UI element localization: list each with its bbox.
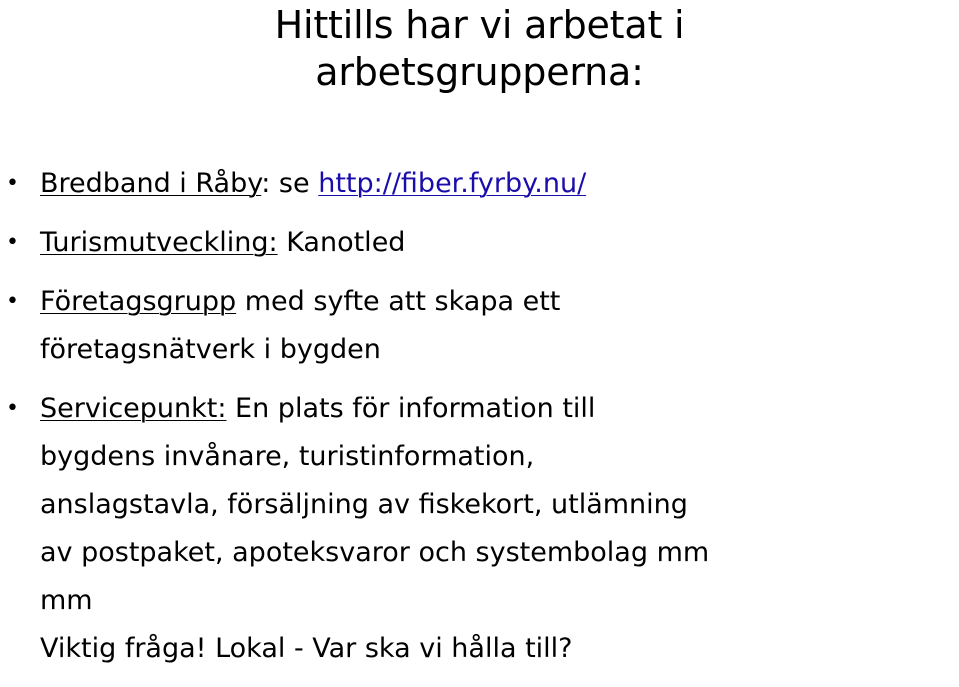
bullet-icon: • (6, 289, 19, 314)
foretag-text-line-2: företagsnätverk i bygden (40, 334, 381, 365)
bullet-item-service (0, 385, 955, 673)
service-line-4: av postpaket, apoteksvaror och systembolag mm (40, 537, 710, 568)
bredband-label: Bredband i Råby (40, 168, 262, 199)
bullet-icon: • (6, 230, 19, 255)
bredband-text: : se (261, 168, 319, 199)
service-line-1: En plats för information till (226, 393, 596, 424)
slide-title (0, 0, 959, 96)
title-line-1: Hittills har vi arbetat i (274, 3, 685, 47)
bullet-list (0, 160, 959, 673)
bullet-item-bredband (0, 160, 959, 208)
bullet-item-turism (0, 219, 959, 267)
bullet-icon: • (6, 171, 19, 196)
turism-text: Kanotled (277, 227, 406, 258)
foretag-label: Företagsgrupp (40, 286, 237, 317)
service-label: Servicepunkt: (40, 393, 227, 424)
service-line-3: anslagstavla, försäljning av fiskekort, utlämning (40, 489, 688, 520)
service-line-6: Viktig fråga! Lokal - Var ska vi hålla till? (40, 633, 573, 664)
fiber-link[interactable]: http://fiber.fyrby.nu/ (318, 168, 587, 199)
turism-label: Turismutveckling: (40, 227, 278, 258)
service-line-5: mm (40, 585, 93, 616)
bullet-item-foretag (0, 278, 955, 374)
service-line-2: bygdens invånare, turistinformation, (40, 441, 535, 472)
foretag-text-line-1: med syfte att skapa ett (236, 286, 561, 317)
title-line-2: arbetsgrupperna: (315, 50, 644, 94)
bullet-icon: • (6, 396, 19, 421)
